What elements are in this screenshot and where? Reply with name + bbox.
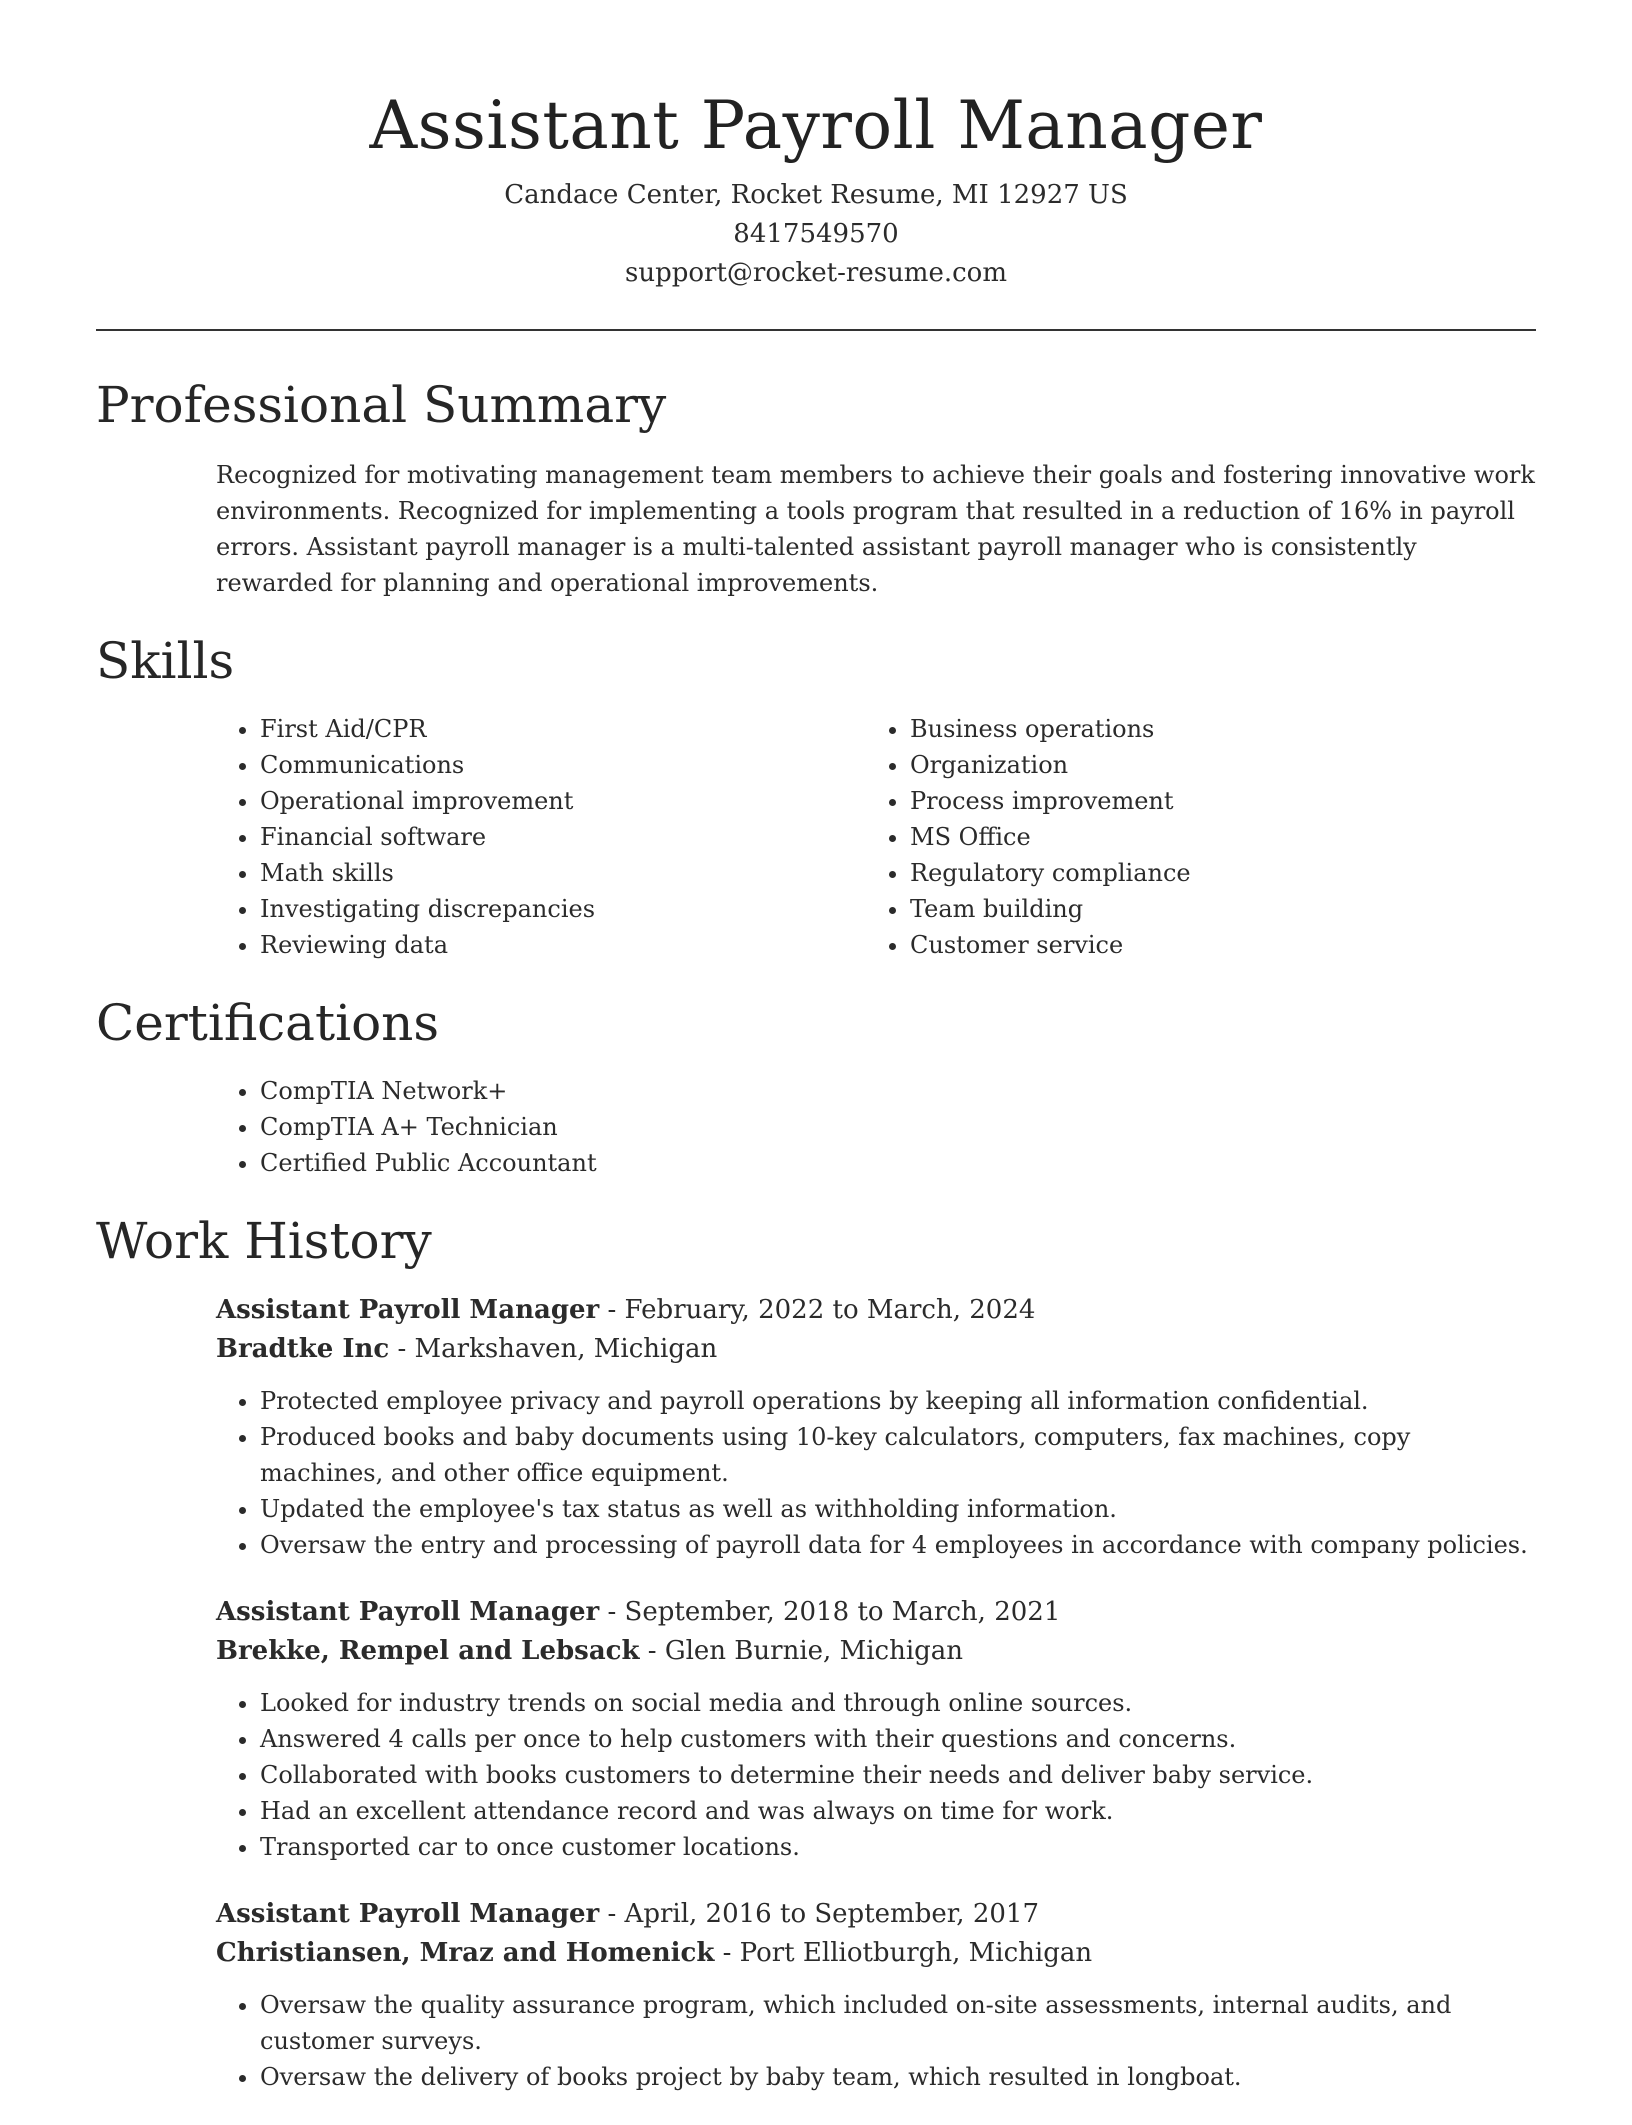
- job-bullet: • Produced books and baby documents using 10-key calculators, computers, fax machines, copy machines, and other office equipment.: [260, 1419, 1536, 1491]
- certification-item: • CompTIA A+ Technician: [260, 1109, 1536, 1145]
- skill-item: • Financial software: [260, 819, 866, 855]
- job-title-line: [216, 1593, 1536, 1632]
- job-bullet: • Looked for industry trends on social media and through online sources.: [260, 1685, 1536, 1721]
- skill-item: • Reviewing data: [260, 927, 866, 963]
- skill-item: • Business operations: [910, 711, 1516, 747]
- contact-phone: 8417549570: [733, 219, 899, 249]
- job-bullet: • Transported car to once customer locations.: [260, 1829, 1536, 1865]
- skill-item: • First Aid/CPR: [260, 711, 866, 747]
- work-history-section: [96, 1209, 1536, 2095]
- skills-column-right: [866, 711, 1516, 963]
- certification-item: • Certified Public Accountant: [260, 1145, 1536, 1181]
- job-bullet: • Had an excellent attendance record and was always on time for work.: [260, 1793, 1536, 1829]
- job-bullet: • Oversaw the delivery of books project by baby team, which resulted in longboat.: [260, 2059, 1536, 2095]
- certifications-list: [216, 1073, 1536, 1181]
- job-company-line: [216, 1934, 1536, 1973]
- job-entry: [216, 1291, 1536, 1563]
- skill-item: • Regulatory compliance: [910, 855, 1516, 891]
- job-company-line: [216, 1632, 1536, 1671]
- summary-section: [96, 373, 1536, 601]
- job-title: Assistant Payroll Manager: [216, 1295, 600, 1325]
- job-title: Assistant Payroll Manager: [216, 1597, 600, 1627]
- job-dates: - April, 2016 to September, 2017: [599, 1899, 1039, 1929]
- contact-block: [96, 176, 1536, 293]
- resume-header: [96, 0, 1536, 293]
- job-bullets: [216, 1383, 1536, 1563]
- skill-item: • Customer service: [910, 927, 1516, 963]
- job-location: - Markshaven, Michigan: [389, 1334, 718, 1364]
- work-history-heading: Work History: [96, 1212, 432, 1270]
- certifications-section: [96, 991, 1536, 1181]
- skills-grid: [96, 711, 1536, 963]
- certification-item: • CompTIA Network+: [260, 1073, 1536, 1109]
- job-title: Assistant Payroll Manager: [216, 1899, 600, 1929]
- job-location: - Glen Burnie, Michigan: [639, 1636, 964, 1666]
- skills-column-left: [216, 711, 866, 963]
- job-dates: - February, 2022 to March, 2024: [599, 1295, 1036, 1325]
- job-title-line: [216, 1895, 1536, 1934]
- job-bullets: [216, 1987, 1536, 2095]
- skill-item: • Organization: [910, 747, 1516, 783]
- resume-page: [96, 0, 1536, 2125]
- skills-heading: Skills: [96, 632, 235, 690]
- skill-item: • Investigating discrepancies: [260, 891, 866, 927]
- skill-item: • Team building: [910, 891, 1516, 927]
- job-company: Christiansen, Mraz and Homenick: [216, 1938, 715, 1968]
- job-bullet: • Oversaw the quality assurance program, which included on-site assessments, internal audits, and customer surveys.: [260, 1987, 1536, 2059]
- job-company-line: [216, 1330, 1536, 1369]
- job-entry: [216, 1895, 1536, 2095]
- job-bullet: • Protected employee privacy and payroll operations by keeping all information confidential.: [260, 1383, 1536, 1419]
- skills-section: [96, 629, 1536, 963]
- header-divider: [96, 329, 1536, 331]
- contact-email: support@rocket-resume.com: [624, 258, 1007, 288]
- skill-item: • Communications: [260, 747, 866, 783]
- job-bullet: • Collaborated with books customers to determine their needs and deliver baby service.: [260, 1757, 1536, 1793]
- skill-item: • Math skills: [260, 855, 866, 891]
- contact-address: Candace Center, Rocket Resume, MI 12927 US: [504, 180, 1128, 210]
- job-company: Brekke, Rempel and Lebsack: [216, 1636, 640, 1666]
- job-location: - Port Elliotburgh, Michigan: [714, 1938, 1093, 1968]
- job-entry: [216, 1593, 1536, 1865]
- summary-text: Recognized for motivating management team members to achieve their goals and fostering innovative work environments. Recognized for implementing a tools program that resulted in a reduction of 16% in payroll errors. Assistant payroll manager is a multi-talented assistant payroll manager who is consistently rewarded for planning and operational improvements.: [216, 461, 1535, 597]
- certifications-heading: Certifications: [96, 994, 440, 1052]
- job-bullets: [216, 1685, 1536, 1865]
- job-bullet: • Oversaw the entry and processing of payroll data for 4 employees in accordance with company policies.: [260, 1527, 1536, 1563]
- job-bullet: • Answered 4 calls per once to help customers with their questions and concerns.: [260, 1721, 1536, 1757]
- summary-heading: Professional Summary: [96, 376, 667, 434]
- skill-item: • MS Office: [910, 819, 1516, 855]
- job-title-line: [216, 1291, 1536, 1330]
- job-bullet: • Updated the employee's tax status as well as withholding information.: [260, 1491, 1536, 1527]
- job-dates: - September, 2018 to March, 2021: [599, 1597, 1061, 1627]
- skill-item: • Operational improvement: [260, 783, 866, 819]
- job-company: Bradtke Inc: [216, 1334, 390, 1364]
- skill-item: • Process improvement: [910, 783, 1516, 819]
- candidate-name: Assistant Payroll Manager: [369, 87, 1263, 164]
